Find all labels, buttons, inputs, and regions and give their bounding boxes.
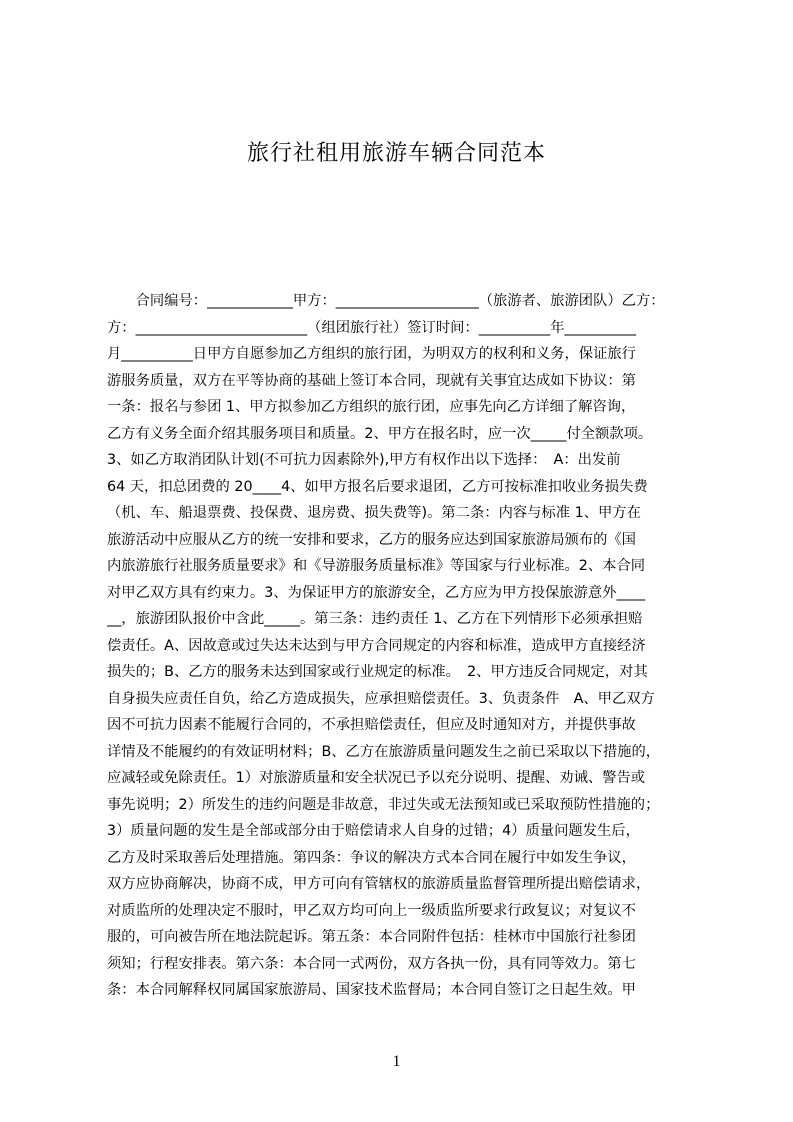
text-line: 事先说明；2）所发生的违约问题是非故意，非过失或无法预知或已采取预防性措施的； bbox=[107, 796, 660, 813]
text-line: 对质监所的处理决定不服时，甲乙双方均可向上一级质监所要求行政复议；对复议不 bbox=[107, 902, 636, 919]
text-line: 合同编号：____________甲方：____________________（旅游者、旅游团队）乙方： bbox=[107, 293, 665, 309]
text-line: __，旅游团队报价中含此_____。第三条：违约责任 1、乙方在下列情形下必须承担赔 bbox=[107, 611, 643, 627]
text-line: 应减轻或免除责任。1）对旅游质量和安全状况已予以充分说明、提醒、劝诫、警告或 bbox=[107, 770, 646, 786]
text-line: 3、如乙方取消团队计划(不可抗力因素除外),甲方有权作出以下选择： A：出发前 bbox=[107, 452, 621, 468]
text-line: 方：________________________（组团旅行社）签订时间：__________年__________ bbox=[107, 319, 636, 336]
page-title: 旅行社租用旅游车辆合同范本 bbox=[246, 141, 546, 166]
contract-body bbox=[107, 288, 699, 1008]
text-line: 旅游活动中应服从乙方的统一安排和要求，乙方的服务应达到国家旅游局颁布的《国 bbox=[107, 531, 636, 548]
text-line: 内旅游旅行社服务质量要求》和《导游服务质量标准》等国家与行业标准。2、本合同 bbox=[107, 558, 646, 574]
page-number: 1 bbox=[392, 1053, 401, 1070]
text-line: 游服务质量，双方在平等协商的基础上签订本合同，现就有关事宜达成如下协议：第 bbox=[107, 372, 636, 389]
text-line: 须知；行程安排表。第六条：本合同一式两份，双方各执一份，具有同等效力。第七 bbox=[107, 955, 636, 972]
text-line: 损失的；B、乙方的服务未达到国家或行业规定的标准。 2、甲方违反合同规定，对其 bbox=[107, 664, 648, 680]
text-line: （机、车、船退票费、投保费、退房费、损失费等)。第二条：内容与标准 1、甲方在 bbox=[107, 505, 641, 521]
text-line: 月__________日甲方自愿参加乙方组织的旅行团，为明双方的权利和义务，保证旅行 bbox=[107, 346, 636, 362]
text-line: 双方应协商解决，协商不成，甲方可向有管辖权的旅游质量监督管理所提出赔偿请求， bbox=[107, 876, 651, 892]
text-line: 一条：报名与参团 1、甲方拟参加乙方组织的旅行团，应事先向乙方详细了解咨询， bbox=[107, 399, 636, 415]
text-line: 对甲乙双方具有约束力。3、为保证甲方的旅游安全，乙方应为甲方投保旅游意外____ bbox=[107, 584, 646, 601]
text-line: 乙方及时采取善后处理措施。第四条：争议的解决方式本合同在履行中如发生争议， bbox=[107, 849, 636, 866]
text-line: 64 天，扣总团费的 20____4、如甲方报名后要求退团，乙方可按标准扣收业务损失费 bbox=[107, 478, 648, 495]
text-line: 乙方有义务全面介绍其服务项目和质量。2、甲方在报名时，应一次_____付全额款项。 bbox=[107, 425, 653, 442]
text-line: 详情及不能履约的有效证明材料；B、乙方在旅游质量问题发生之前已采取以下措施的， bbox=[107, 743, 661, 760]
text-line: 3）质量问题的发生是全部或部分由于赔偿请求人自身的过错；4）质量问题发生后， bbox=[107, 823, 640, 839]
text-line: 条：本合同解释权同属国家旅游局、国家技术监督局；本合同自签订之日起生效。甲 bbox=[107, 982, 636, 998]
text-line: 偿责任。A、因故意或过失达未达到与甲方合同规定的内容和标准，造成甲方直接经济 bbox=[107, 637, 646, 654]
text-line: 因不可抗力因素不能履行合同的，不承担赔偿责任，但应及时通知对方，并提供事故 bbox=[107, 717, 636, 733]
text-line: 自身损失应责任自负，给乙方造成损失，应承担赔偿责任。3、负责条件 A、甲乙双方 bbox=[107, 690, 655, 707]
text-line: 服的，可向被告所在地法院起诉。第五条：本合同附件包括：桂林市中国旅行社参团 bbox=[107, 929, 636, 945]
